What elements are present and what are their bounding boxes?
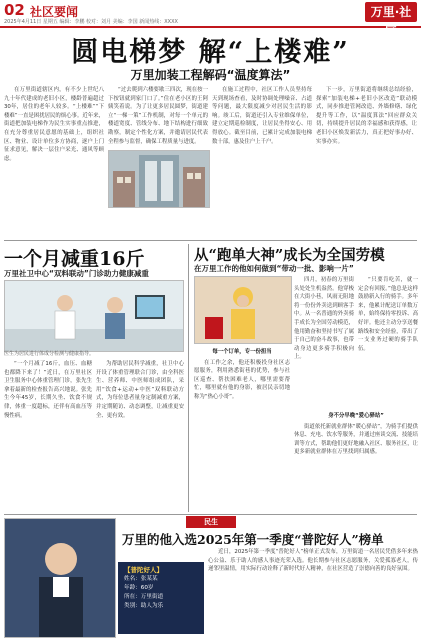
clinic-illustration [5,281,183,351]
info-line: 类别：助人为乐 [124,603,164,609]
article3-paragraph-2: “只要肯吃苦，就一定会有回报。”他总是这样鼓励新入行的骑手。多年来，他累计配送订单数万单，始终保持零投诉、高好评。他还主动分享送餐路线和安全经验，带出了一支业务过硬的骑手队伍。 [358,277,418,352]
good-person-info-box [118,562,204,634]
article2-subhead: 万里社卫中心“双料联动”门诊助力健康减重 [4,269,149,278]
article2-column-2 [96,360,184,510]
article4-column-1 [208,548,418,636]
article1-paragraph-4: 下一步，万里街道将继续总结经验，探索“加装电梯+老旧小区改造”联动模式，同步推进管网改造、外墙修缮、绿化提升等工作，以“温度算法”回应群众关切，持续提升居民的幸福感和获得感，让老旧小区焕发新活力，真正把好事办好、实事办实。 [316,87,417,145]
good-person-portrait [4,518,116,638]
article2-column-1 [4,360,92,510]
article3-column-4 [294,410,418,512]
article1-column-2 [108,86,208,146]
article3-section-title: 每一个订单，专一份担当 [212,349,272,355]
main-subhead: 万里加装工程解码“温度算法” [130,68,291,82]
article2-photo-caption: 医生为居民进行体成分检测与健康指导。 [4,351,95,357]
article3-column-3 [194,346,290,512]
article2-paragraph-1: “一个月减了16斤，血压、血糖也都降下来了！”近日，在万里社区卫生服务中心体重管理门诊，张先生拿着最新的检查报告高兴地说。张先生今年45岁，长期久坐、饮食不规律，体重一度超标，还伴有高血压等慢性病。 [4,361,92,419]
delivery-rider-photo [194,276,292,344]
article1-paragraph-2: “过去爬到六楼要歇三四次，现在按一下按钮就到家门口了。”住在老小区的王阿姨笑着说。为了让更多居民圆梦，街道建立“一梯一策”工作机制，对每一个单元的楼道宽度、管线分布、地下结构进行细致勘察，制定个性化方案，并邀请居民代表全程参与监督，确保工程质量与进度。 [108,87,208,145]
health-clinic-photo [4,280,184,352]
portrait-illustration [5,519,115,637]
info-line: 所在：万里街道 [124,594,164,600]
article1-column-3 [212,86,312,236]
article1-paragraph-3: 在施工过程中，社区工作人员坚持每天到现场查看，及时协调处理噪音、占道等问题，最大限度减少对居民生活的影响。竣工后，街道还引入专业维保单位，建立定期巡检制度，让居民坐得安心、用得放心。截至目前，已累计完成加装电梯数十部，惠及住户上千户。 [212,87,312,145]
section-divider [4,240,417,241]
article2-headline: 一个月减重16斤 [4,248,145,270]
article1-column-4 [316,86,417,236]
article3-subhead: 在万里工作的他如何做到“带动一批、影响一片” [194,264,354,273]
section-title: 社区要闻 [30,5,79,19]
main-headline: 圆电梯梦 解“上楼难” [71,37,350,68]
elevator-photo [108,150,210,208]
article4-paragraph-1: 近日，2025年第一季度“普陀好人”榜单正式发布，万里街道一名居民凭借多年来热心公益、乐于助人的感人事迹光荣入选。他长期参与社区志愿服务，关爱孤寡老人，传递邻里温情，用实际行动诠释了新时代好人精神，在社区营造了崇德向善的良好氛围。 [208,549,418,573]
article3-column-1 [294,276,354,406]
article3-paragraph-4: 街道依托新就业群体“暖心驿站”，为骑手们提供休息、充电、饮水等服务，并通过座谈交流、技能培训等方式，帮助他们更好地融入社区、服务社区，让更多新就业群体在万里找到归属感。 [294,423,418,456]
masthead [0,0,421,39]
article3-paragraph-3: 在工作之余，他还积极投身社区志愿服务，利用熟悉街巷的优势，参与社区巡查、帮扶困难老人，哪里需要帮忙，哪里就有他的身影，被居民亲切地称为“热心小哥”。 [194,359,290,400]
section-divider-2 [4,514,417,515]
elevator-illustration [109,151,209,207]
info-line: 姓名：张某某 [124,576,158,582]
article4-headline: 万里的他入选2025年第一季度“普陀好人”榜单 [122,532,384,547]
article3-section-title-2: 身不分早晚“爱心驿站” [328,413,384,419]
article2-paragraph-2: 为帮助居民科学减重，社卫中心开设了体重管理联合门诊，由全科医生、营养师、中医师组成团队，采用“饮食+运动+中医”双料联动方式，为每位患者量身定制减重方案，并定期随访、动态调整，让减重更安全、更有效。 [96,361,184,419]
article3-column-2 [358,276,418,406]
article1-column-1 [4,86,104,236]
column-divider [188,244,189,512]
page-number: 02 [4,1,25,19]
rider-illustration [195,277,291,343]
newspaper-logo: 万里·社区 [365,2,417,22]
article3-paragraph-1: 四月，初春的万里街头处处生机盎然。他穿梭在大街小巷，风雨无阻地将一份份外卖送到顾客手中。从一名普通的外卖骑手成长为全国劳动模范，他用勤奋和坚持书写了属于自己的奋斗故事，也带动身边更多骑手积极向上。 [294,277,354,361]
issue-meta: 2025年4月11日 星期五 编辑：李鹏 校对：刘月 美编：李国 新闻热线：XXXX [4,19,178,25]
article3-headline: 从“跑单大神”成长为全国劳模 [194,247,385,264]
article1-paragraph-1: 在万里街道辖区内，有不少上世纪八九十年代建成的老旧小区，楼龄普遍超过30年，居住的老年人较多。“上楼难”“下楼难”一直是困扰居民的烦心事。近年来，街道把加装电梯作为民生实事重点推进，在充分尊重居民意愿的基础上，组织社区、物业、设计单位多方协商，逐户上门征求意见，解决一层住户采光、通风等顾虑。 [4,87,104,162]
info-line: 年龄：60岁 [124,585,154,591]
info-box-title: 【普陀好人】 [124,566,163,574]
article4-tag: 民生 [186,516,236,528]
